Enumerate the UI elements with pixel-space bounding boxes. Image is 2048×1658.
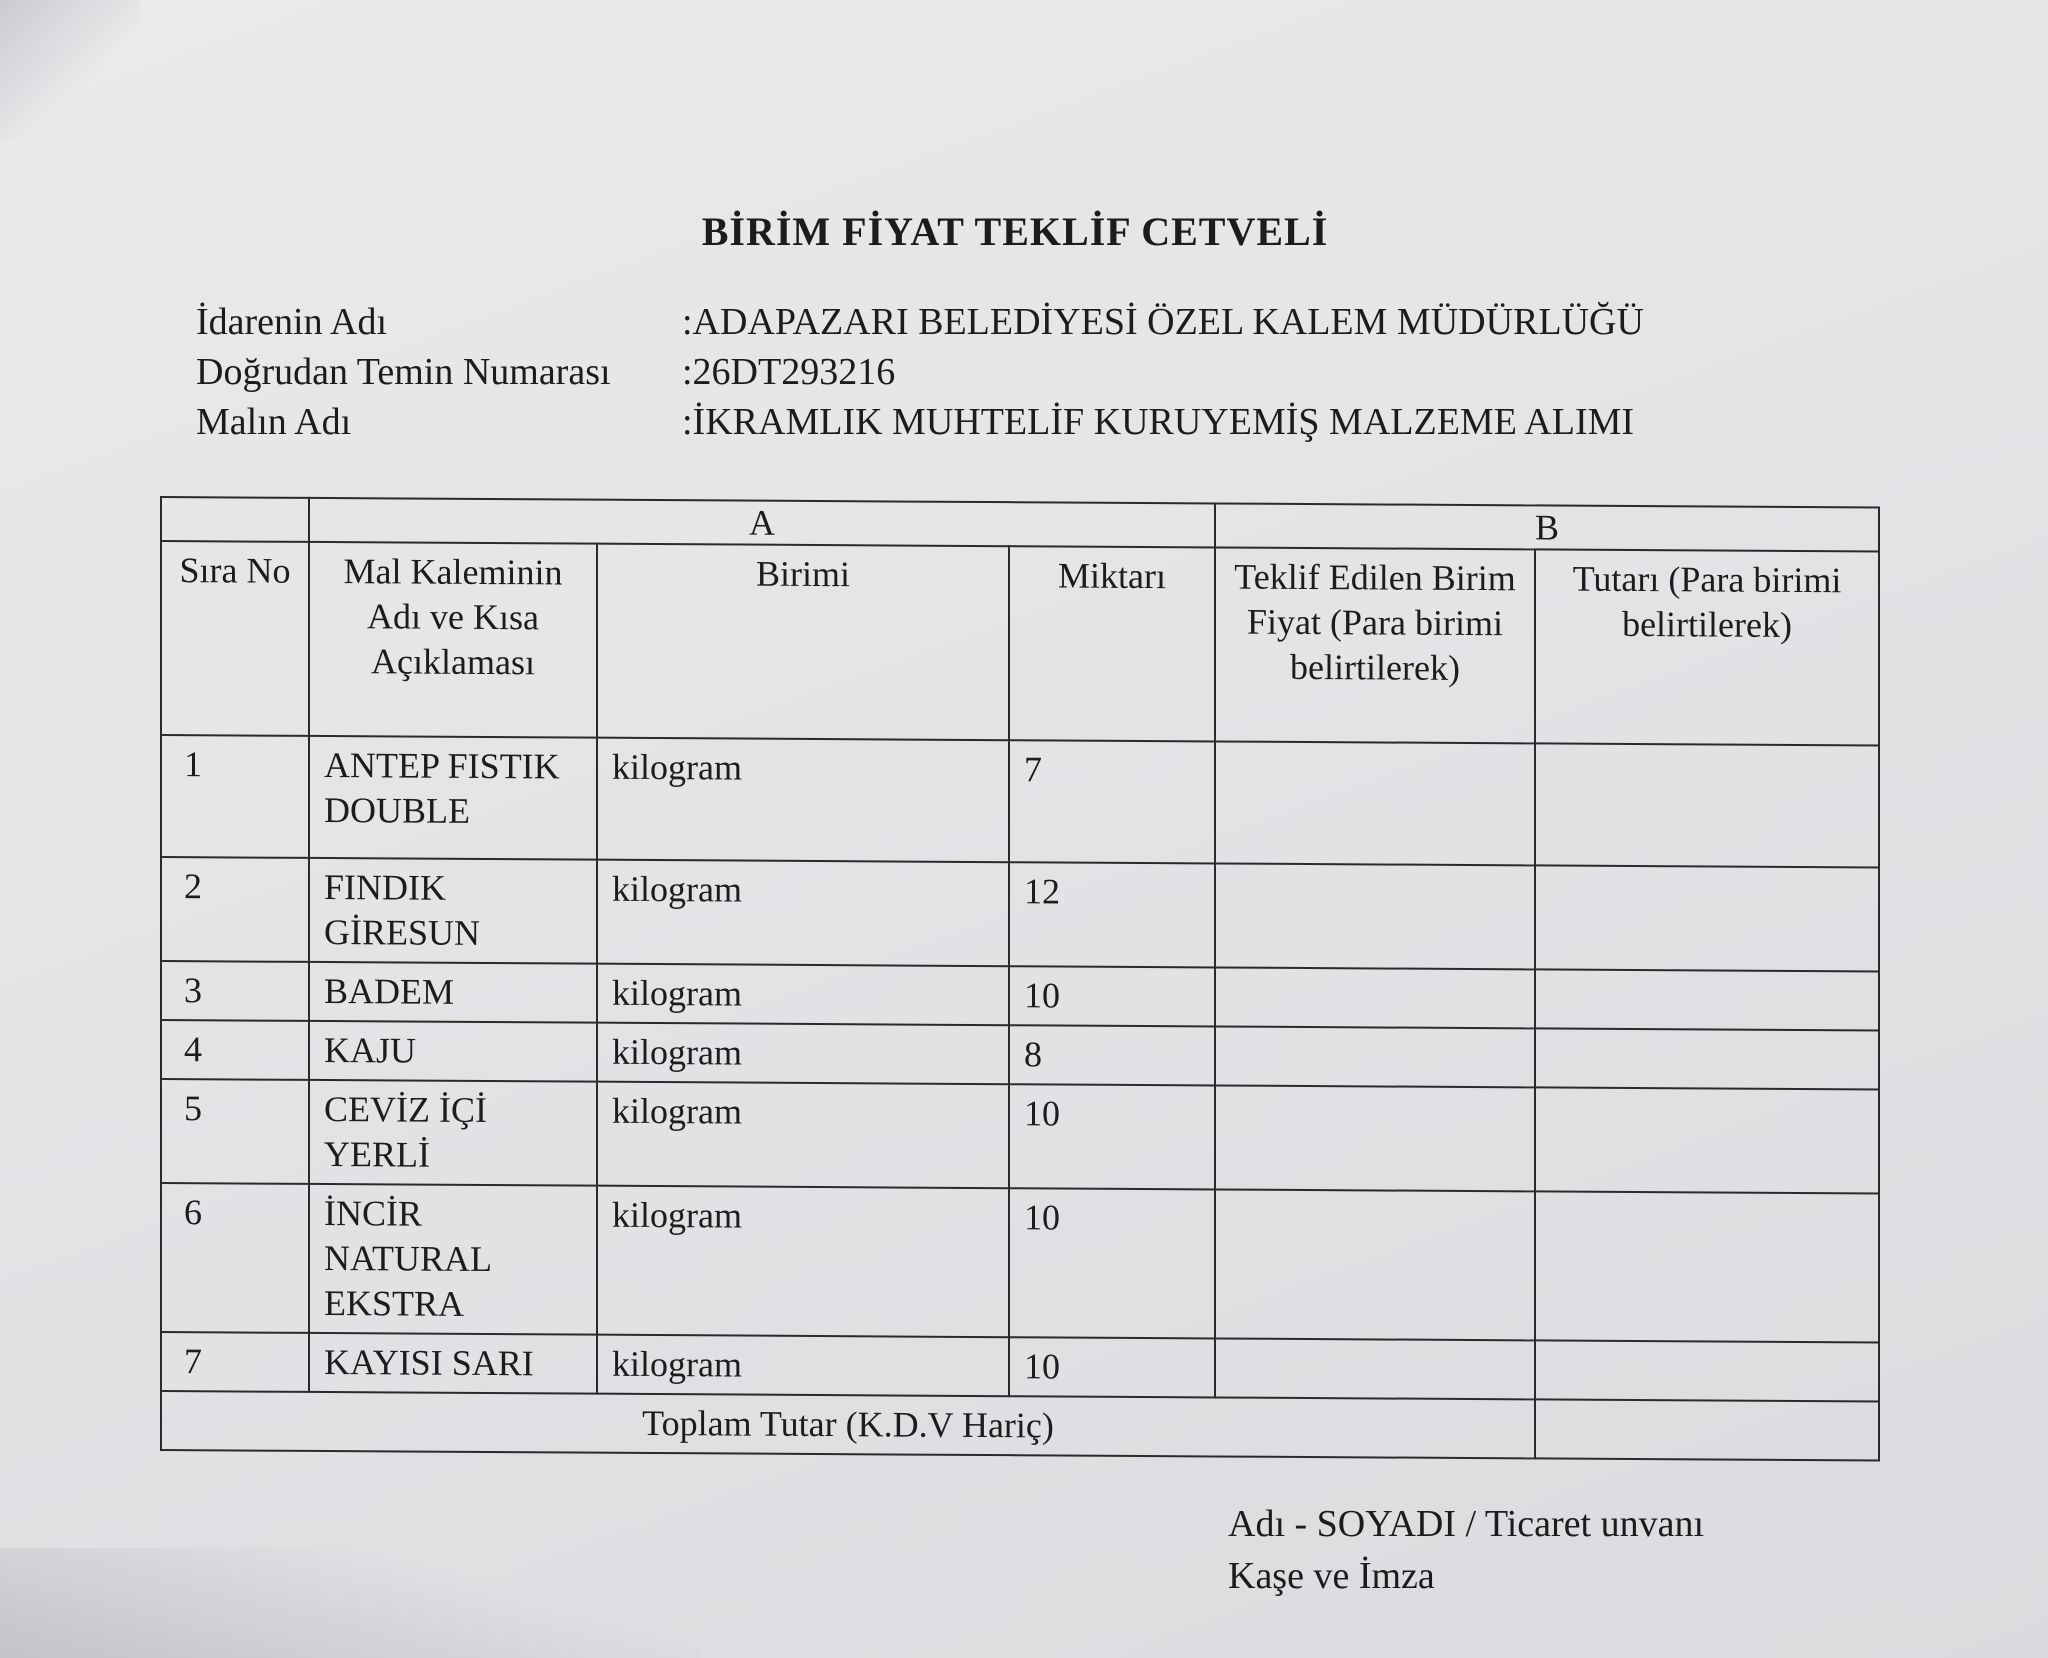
row-total — [1535, 1087, 1879, 1193]
table-row — [161, 1020, 1879, 1089]
mal-value: :İKRAMLIK MUHTELİF KURUYEMİŞ MALZEME ALIMI — [682, 401, 1635, 443]
row-item-name: ANTEP FISTIK DOUBLE — [309, 736, 597, 860]
row-unit-price — [1215, 741, 1535, 865]
row-unit: kilogram — [597, 1082, 1009, 1189]
row-item-name: İNCİR NATURAL EKSTRA — [309, 1184, 597, 1335]
document-title: BİRİM FİYAT TEKLİF CETVELİ — [701, 209, 1329, 254]
row-unit-price — [1215, 967, 1535, 1028]
row-unit: kilogram — [597, 1023, 1009, 1085]
row-item-name: BADEM — [309, 962, 597, 1023]
row-no: 5 — [161, 1079, 309, 1184]
table-row — [161, 1332, 1879, 1401]
row-no: 4 — [161, 1020, 309, 1080]
column-header-row — [161, 541, 1879, 745]
row-total — [1535, 1028, 1879, 1089]
row-no: 6 — [161, 1183, 309, 1333]
total-row — [161, 1391, 1879, 1460]
row-quantity: 10 — [1009, 1188, 1215, 1338]
row-quantity: 7 — [1009, 740, 1215, 863]
column-header-tutari: Tutarı (Para birimi belirtilerek) — [1535, 549, 1879, 745]
row-total — [1535, 865, 1879, 971]
column-header-birimi: Birimi — [597, 544, 1009, 741]
column-header-sira-no: Sıra No — [161, 541, 309, 736]
row-quantity: 10 — [1009, 1337, 1215, 1397]
group-header-b: B — [1215, 503, 1879, 551]
column-header-miktari: Miktarı — [1009, 546, 1215, 741]
row-item-name: KAYISI SARI — [309, 1333, 597, 1394]
column-header-birim-fiyat: Teklif Edilen Birim Fiyat (Para birimi belirtilerek) — [1215, 547, 1535, 743]
table-row — [161, 961, 1879, 1030]
table-row — [161, 735, 1879, 867]
table-row — [161, 857, 1879, 971]
row-unit: kilogram — [597, 964, 1009, 1026]
table-row — [161, 1079, 1879, 1193]
price-offer-table — [160, 496, 1880, 1462]
row-total — [1535, 1340, 1879, 1401]
row-unit: kilogram — [597, 1335, 1009, 1397]
signature-stamp-line: Kaşe ve İmza — [1228, 1555, 1435, 1597]
row-unit-price — [1215, 863, 1535, 969]
temin-value: :26DT293216 — [682, 351, 896, 393]
row-quantity: 8 — [1009, 1025, 1215, 1085]
row-no: 1 — [161, 735, 309, 858]
total-value — [1535, 1399, 1879, 1460]
row-item-name: KAJU — [309, 1021, 597, 1082]
row-item-name: FINDIK GİRESUN — [309, 858, 597, 964]
group-header-a: A — [309, 498, 1215, 548]
row-total — [1535, 743, 1879, 867]
page-bottom-shadow — [0, 1548, 700, 1658]
row-unit: kilogram — [597, 860, 1009, 967]
column-header-mal-kalemi: Mal Kaleminin Adı ve Kısa Açıklaması — [309, 542, 597, 738]
row-no: 7 — [161, 1332, 309, 1392]
signature-block — [1228, 1498, 1704, 1602]
total-label: Toplam Tutar (K.D.V Hariç) — [161, 1391, 1535, 1458]
temin-label: Doğrudan Temin Numarası — [196, 351, 611, 393]
row-total — [1535, 969, 1879, 1030]
row-unit-price — [1215, 1026, 1535, 1087]
row-item-name: CEVİZ İÇİ YERLİ — [309, 1080, 597, 1186]
signature-name-line: Adı - SOYADI / Ticaret unvanı — [1228, 1503, 1705, 1545]
row-quantity: 10 — [1009, 966, 1215, 1026]
row-quantity: 12 — [1009, 862, 1215, 967]
row-no: 2 — [161, 857, 309, 962]
row-unit: kilogram — [597, 738, 1009, 863]
row-total — [1535, 1191, 1879, 1342]
group-header-blank — [161, 497, 309, 542]
idare-label: İdarenin Adı — [196, 301, 388, 343]
idare-value: :ADAPAZARI BELEDİYESİ ÖZEL KALEM MÜDÜRLÜĞÜ — [682, 301, 1644, 343]
row-unit-price — [1215, 1189, 1535, 1340]
row-no: 3 — [161, 961, 309, 1021]
row-unit-price — [1215, 1085, 1535, 1191]
row-unit-price — [1215, 1338, 1535, 1399]
page-corner-shadow — [0, 0, 140, 140]
mal-label: Malın Adı — [196, 401, 352, 443]
table-row — [161, 1183, 1879, 1342]
row-unit: kilogram — [597, 1186, 1009, 1338]
row-quantity: 10 — [1009, 1084, 1215, 1189]
